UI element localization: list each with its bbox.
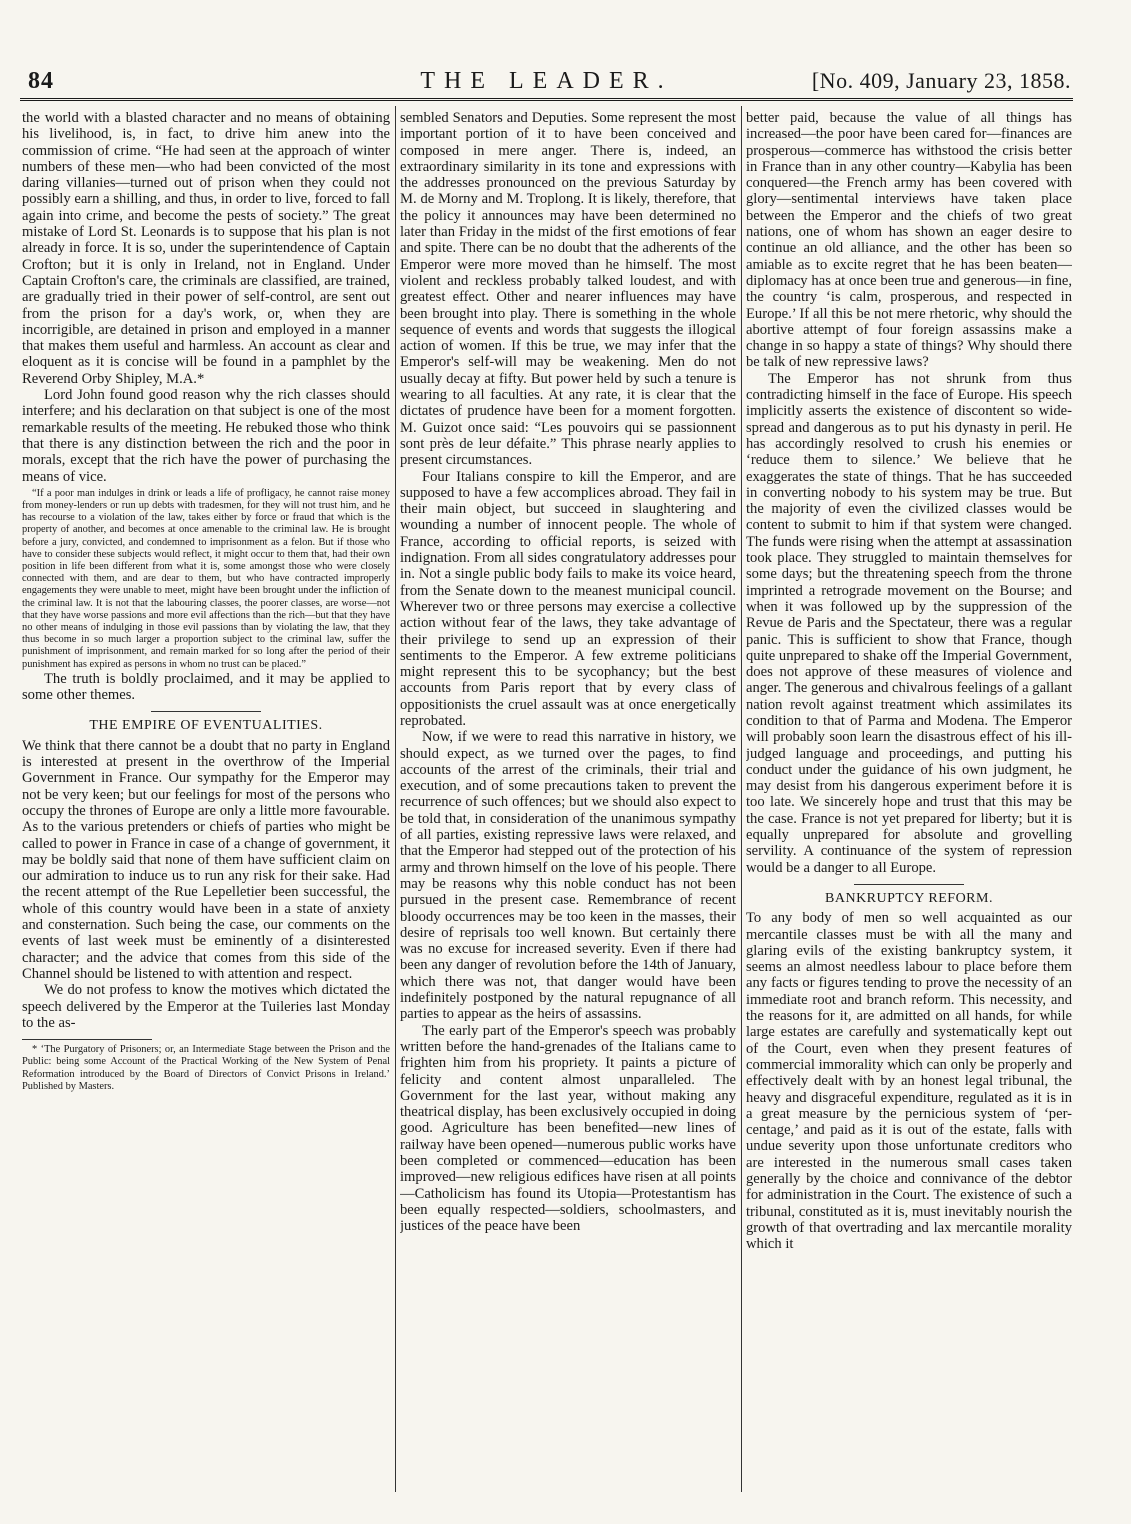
article-heading: BANKRUPTCY REFORM. (825, 890, 993, 906)
paragraph: The truth is boldly proclaimed, and it may be applied to some other themes. (22, 670, 390, 704)
paragraph: the world with a blasted character and no means of obtaining his livelihood, is, in fact, to drive him anew into the commission of crime. “He had seen at the approach of winter numbers of these men—who had been convicted of the most daring villanies—turned out of prison when they could not possibly earn a shilling, and thus, in order to live, forced to fall again into crime, and become the pests of society.” The great mistake of Lord St. Leonards is to suppose that his plan is not already in force. It is so, under the superintendence of Captain Crofton; but it is only in Ireland, not in England. Under Captain Crofton's care, the criminals are classified, are trained, are gradually tried in their power of self-control, are sent out from the prison for a day's work, or, when they are incorrigible, are detained in prison and employed in a manner that makes them useful and harmless. An account as clear and eloquent as it is concise will be found in a pamphlet by the Reverend Orby Shipley, M.A.* (22, 110, 390, 387)
paragraph: Now, if we were to read this narrative in history, we should expect, as we turned over the pages, to find accounts of the arrest of the criminals, their trial and execution, and of some precautions taken to prevent the recurrence of such offences; but we should also expect to be told that, in consideration of the unanimous sympathy of all parties, existing repressive laws were relaxed, and that the Emperor had stepped out of the protection of his army and thrown himself on the love of his people. There may be reasons why this noble conduct has not been pursued in the present case. Remembrance of recent bloody occurrences may be too keen in the masses, their desire of reprisals too well known. But certainly there was no excuse for increased severity. Even if there had been any danger of revolution before the 14th of January, which there was not, that danger would have been indefinitely postponed by the natural repugnance of all parties to appear as the heirs of assassins. (400, 729, 736, 1023)
paragraph: To any body of men so well acquainted as our mercantile classes must be with all the many and glaring evils of the existing bankruptcy system, it seems an almost needless labour to place before them any facts or figures tending to prove the necessity of an immediate root and branch reform. This necessity, and the reasons for it, are admitted on all hands, for while large estates are carefully and systematically kept out of the Court, even when they present features of commercial immorality which can only be properly and effectively dealt with by an honest legal tribunal, the heavy and disgraceful expenditure, regulated as it is in a great measure by the pernicious system of ‘per-centage,’ and paid as it is out of the estate, falls with undue severity upon those unfortunate creditors who are interested in the numerous small cases taken generally by the choice and connivance of the debtor for administration in the Court. The existence of such a tribunal, constituted as it is, must inevitably nourish the growth of that overtrading and lax mercantile morality which it (746, 910, 1072, 1253)
section-divider (151, 711, 261, 712)
paragraph: The early part of the Emperor's speech was probably written before the hand-grenades of the Italians came to frighten him from his propriety. It paints a picture of felicity and content almost unparalleled. The Government for the last year, without making any theatrical display, has been exclusively occupied in doing good. Agriculture has been benefited—new lines of railway have been opened—numerous public works have been completed or commenced—education has been improved—new religious edifices have risen at all points—Catholicism has found its Utopia—Protestantism has been equally respected—soldiers, schoolmasters, and justices of the peace have been (400, 1022, 736, 1235)
section-divider (854, 884, 964, 885)
article-heading: THE EMPIRE OF EVENTUALITIES. (89, 718, 323, 734)
masthead (20, 68, 1073, 101)
paragraph: We do not profess to know the motives which dictated the speech delivered by the Emperor at the Tuileries last Monday to the as- (22, 982, 390, 1031)
issue-line: [No. 409, January 23, 1858. (811, 68, 1071, 93)
paragraph: The Emperor has not shrunk from thus contradicting himself in the face of Europe. His speech implicitly asserts the existence of discontent so wide-spread and dangerous as to put his dynasty in peril. He has accordingly resolved to crush his enemies or ‘reduce them to silence.’ We believe that he exaggerates the state of things. That he has succeeded in converting nobody to his system may be true. But the majority of even the civilized classes would be content to submit to him if that system were changed. The funds were rising when the attempt at assassination took place. They struggled to maintain themselves for some days; but the threatening speech from the throne imprinted a retrograde movement on the Bourse; and when it was followed up by the suppression of the Revue de Paris and the Spectateur, there was a regular panic. This is sufficient to show that France, though quite unprepared to shake off the Imperial Government, does not approve of these measures of violence and anger. The generous and chivalrous feelings of a gallant nation revolt against treatment which assimilates its condition to that of Parma and Modena. The Emperor will probably soon learn the disastrous effect of his ill-judged language and proceedings, and putting his conduct under the guidance of his own judgment, he may desist from his dangerous experiment before it is too late. We sincerely hope and trust that this may be the case. France is not yet prepared for liberty; but it is equally unprepared for absolute and grovelling servility. A continuance of the system of repression would be a danger to all Europe. (746, 370, 1072, 876)
newspaper-title: THE LEADER. (420, 68, 673, 94)
column-rule (741, 106, 742, 1492)
column-rule (395, 106, 396, 1492)
paragraph: We think that there cannot be a doubt that no party in England is interested at present in the overthrow of the Imperial Government in France. Our sympathy for the Emperor may not be very keen; but our feelings for most of the persons who occupy the thrones of Europe are only a little more favourable. As to the various pretenders or chiefs of parties who might be called to power in France in case of a change of government, it may be boldly said that none of them have sufficient claim on our admiration to induce us to run any risk for their sake. Had the recent attempt of the Rue Lepelletier been successful, the whole of this country would have been in a state of anxiety and consternation. Such being the case, our comments on the events of last week must be eminently of a disinterested character; and the advice that comes from this side of the Channel should be listened to with attention and respect. (22, 737, 390, 982)
paragraph: better paid, because the value of all things has increased—the poor have been cared for—finances are prosperous—commerce has withstood the crisis better in France than in any other country—Kabylia has been conquered—the French army has been covered with glory—sentimental interviews have taken place between the Emperor and the chiefs of two great nations, one of whom has shown an eager desire to continue an old alliance, and the other has been so amiable as to excite regret that he has been beaten—diplomacy has at once been true and generous—in fine, the country ‘is calm, prosperous, and respected in Europe.’ If all this be not mere rhetoric, why should the abortive attempt of four foreign assassins make a change in so happy a state of things? Why should there be talk of new repressive laws? (746, 110, 1072, 371)
column-2 (400, 110, 736, 1510)
column-1 (22, 110, 390, 1510)
paragraph: Lord John found good reason why the rich classes should interfere; and his declaration on that subject is one of the most remarkable results of the meeting. He rebuked those who think that there is any distinction between the rich and the poor in morals, except that the rich have the power of purchasing the means of vice. (22, 387, 390, 485)
footnote-divider (22, 1039, 152, 1040)
footnote: * ‘The Purgatory of Prisoners; or, an Intermediate Stage between the Prison and the Public: being some Account of the Practical Working of the New System of Penal Reformation introduced by the Board of Directors of Convict Prisons in Ireland.’ Published by Masters. (22, 1044, 390, 1092)
column-3 (746, 110, 1072, 1510)
paragraph: Four Italians conspire to kill the Emperor, and are supposed to have a few accomplices abroad. They fail in their main object, but succeed in slaughtering and wounding a number of innocent people. The whole of France, according to official reports, is seized with indignation. From all sides congratulatory addresses pour in. Not a single public body fails to make its voice heard, from the Senate down to the meanest municipal council. Wherever two or three persons may exercise a collective action without fear of the laws, they take advantage of their privilege to send up an expression of their sentiments to the Emperor. A few extreme politicians might represent this to be sycophancy; but the best accounts from Paris report that by every class of oppositionists the cruel assault was at once energetically reprobated. (400, 468, 736, 729)
block-quote: “If a poor man indulges in drink or leads a life of profligacy, he cannot raise money from money-lenders or run up debts with tradesmen, for they will not trust him, and he has recourse to a violation of the law, takes either by force or fraud that which is the property of another, and becomes at once amenable to the criminal law. He is brought before a jury, convicted, and condemned to imprisonment as a felon. But if those who have to consider these subjects would reflect, it might occur to them that, had their own position in life been different from what it is, some amongst those who were closely connected with them, and are dear to them, but who have contracted improperly engagements they were unable to meet, might have been brought under the infliction of the criminal law. It is not that the labouring classes, the poorer classes, are worse—not that they have worse passions and more evil affections than the rich—but that they have no other means of indulging in those evil passions than by violating the law, that they thus become in so much larger a proportion subject to the criminal law, suffer the punishment of imprisonment, and remain marked for so long after the period of their punishment has expired as persons in whom no trust can be placed.” (22, 487, 390, 670)
paragraph: sembled Senators and Deputies. Some represent the most important portion of it to have been conceived and composed in mere anger. There is, indeed, an extraordinary similarity in its tone and expressions with the addresses pronounced on the previous Saturday by M. de Morny and M. Troplong. It is likely, therefore, that the policy it announces may have been determined no later than Friday in the midst of the first emotions of fear and spite. There can be no doubt that the adherents of the Emperor were more moved than he himself. The most violent and reckless probably talked loudest, and with greatest effect. Other and nearer influences may have been brought into play. There is something in the whole sequence of events and words that suggests the illogical action of women. If this be true, we may infer that the Emperor's self-will may be weakening. Men do not usually decay at fifty. But power held by such a tenure is wearing to all faculties. At any rate, it is clear that the dictates of prudence have been for a moment forgotten. M. Guizot once said: “Les pouvoirs qui se passionnent sont près de leur défaite.” This phrase nearly applies to present circumstances. (400, 110, 736, 469)
page-number: 84 (28, 68, 54, 94)
